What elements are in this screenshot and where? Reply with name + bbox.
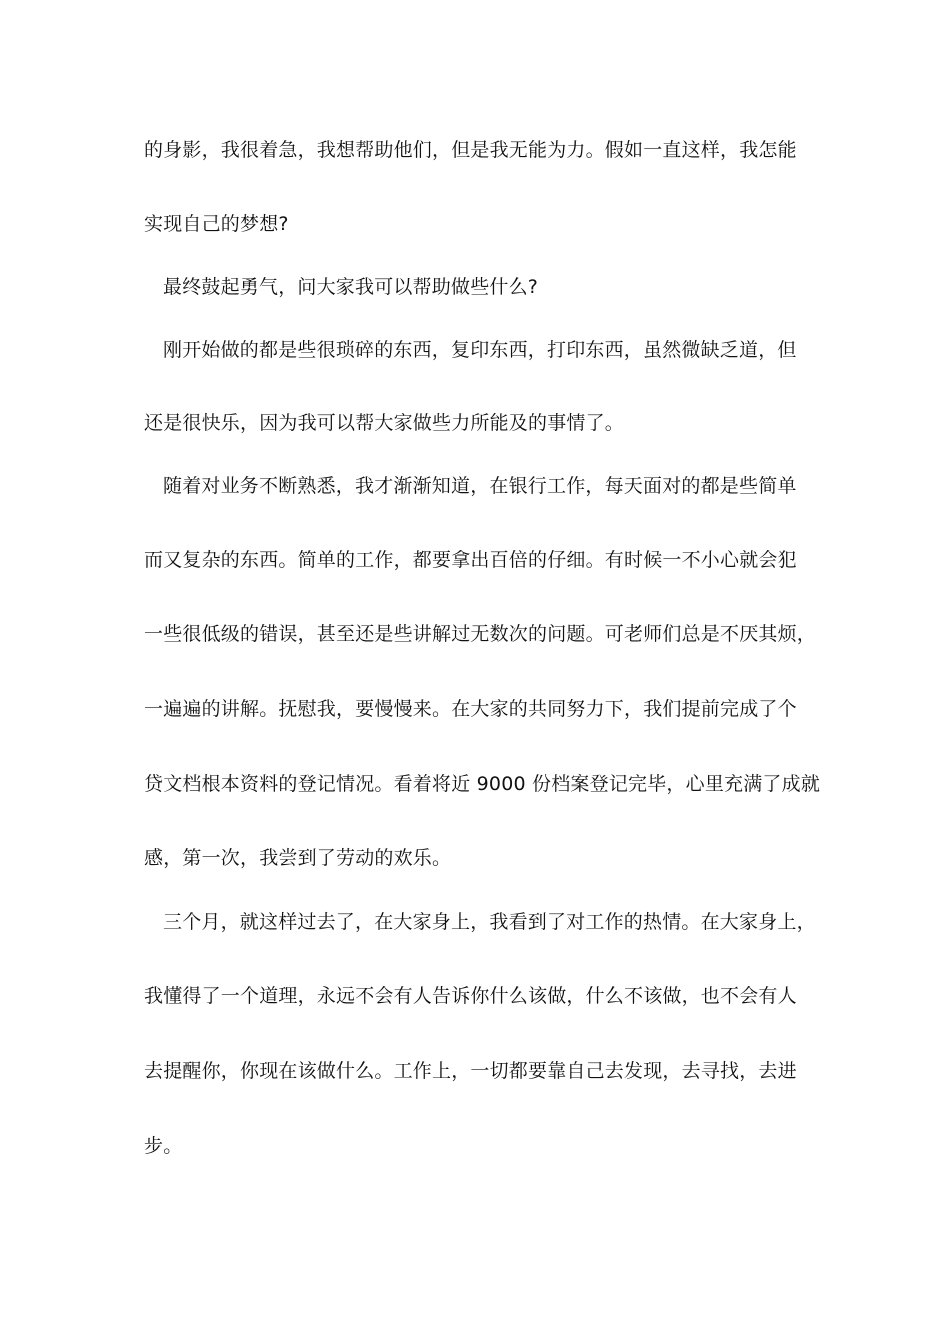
text-line: 的身影，我很着急，我想帮助他们，但是我无能为力。假如一直这样，我怎能 <box>144 139 797 161</box>
paragraph-start-line: 刚开始做的都是些很琐碎的东西，复印东西，打印东西，虽然微缺乏道，但 <box>163 339 797 361</box>
text-line: 感，第一次，我尝到了劳动的欢乐。 <box>144 847 452 869</box>
text-line: 一遍遍的讲解。抚慰我，要慢慢来。在大家的共同努力下，我们提前完成了个 <box>144 698 797 720</box>
text-line: 还是很快乐，因为我可以帮大家做些力所能及的事情了。 <box>144 412 625 434</box>
text-line: 我懂得了一个道理，永远不会有人告诉你什么该做，什么不该做，也不会有人 <box>144 985 797 1007</box>
paragraph-start-line: 三个月，就这样过去了，在大家身上，我看到了对工作的热情。在大家身上， <box>163 911 816 933</box>
text-line: 而又复杂的东西。简单的工作，都要拿出百倍的仔细。有时候一不小心就会犯 <box>144 549 797 571</box>
text-line: 步。 <box>144 1135 183 1157</box>
text-line: 去提醒你，你现在该做什么。工作上，一切都要靠自己去发现，去寻找，去进 <box>144 1060 797 1082</box>
text-line: 实现自己的梦想? <box>144 213 289 235</box>
text-line: 贷文档根本资料的登记情况。看着将近 9000 份档案登记完毕，心里充满了成就 <box>144 773 821 795</box>
text-line: 一些很低级的错误，甚至还是些讲解过无数次的问题。可老师们总是不厌其烦， <box>144 623 817 645</box>
paragraph-start-line: 最终鼓起勇气，问大家我可以帮助做些什么? <box>163 276 539 298</box>
paragraph-start-line: 随着对业务不断熟悉，我才渐渐知道，在银行工作，每天面对的都是些简单 <box>163 475 797 497</box>
